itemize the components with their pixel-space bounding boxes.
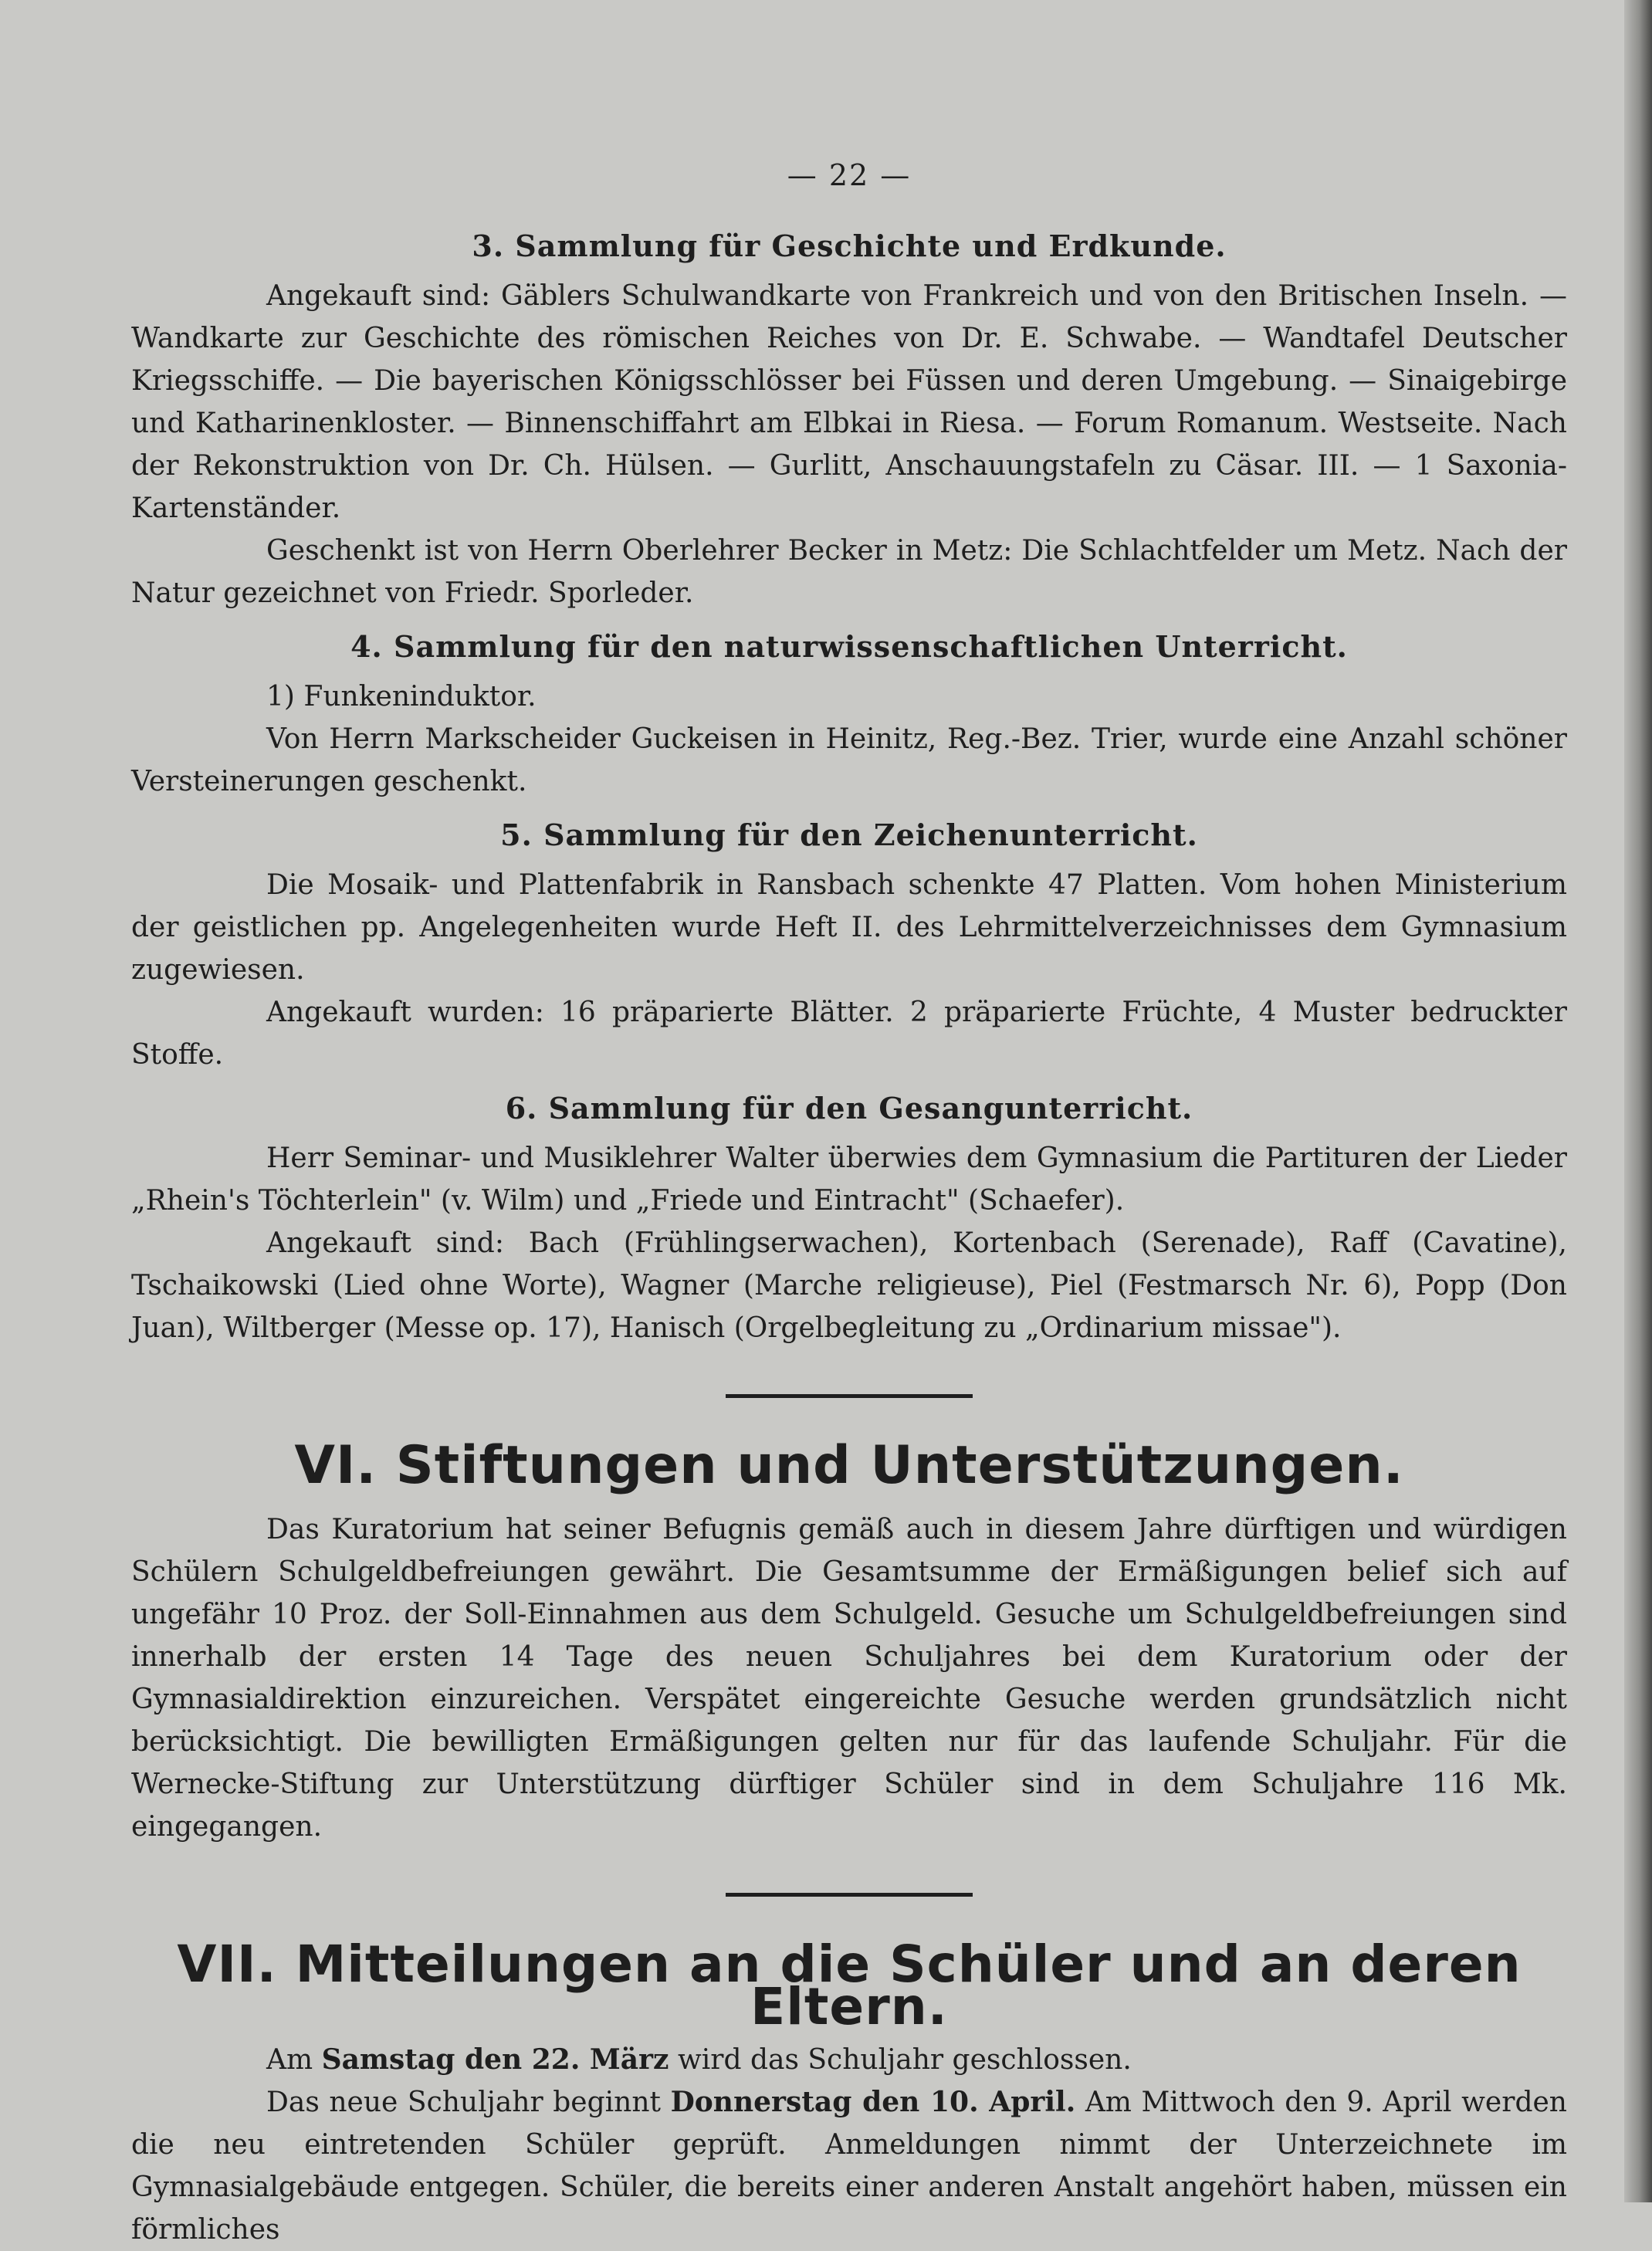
chapter-vii-paragraph-1 bbox=[131, 2039, 1567, 2081]
chapter-vii-p1-lead: Am bbox=[266, 2044, 313, 2076]
section-5-paragraph-1: Die Mosaik- und Plattenfabrik in Ransbach schenkte 47 Platten. Vom hohen Ministerium der geistlichen pp. Angelegenheiten wurde Heft II. des Lehrmittelverzeichnisses dem Gymnasium zugewiesen. bbox=[131, 869, 1567, 986]
chapter-vii-heading: VII. Mitteilungen an die Schüler und an deren Eltern. bbox=[177, 1935, 1522, 2036]
section-3-paragraph-2: Geschenkt ist von Herrn Oberlehrer Becker in Metz: Die Schlachtfelder um Metz. Nach der Natur gezeichnet von Friedr. Sporleder. bbox=[131, 535, 1567, 609]
section-3-heading: 3. Sammlung für Geschichte und Erdkunde. bbox=[472, 228, 1227, 263]
section-4-item-1: 1) Funkeninduktor. bbox=[266, 681, 537, 713]
chapter-vii-p2-lead: Das neue Schuljahr beginnt bbox=[266, 2087, 661, 2118]
chapter-vi-heading: VI. Stiftungen und Unterstützungen. bbox=[294, 1435, 1404, 1496]
page-number: — 22 — bbox=[787, 158, 912, 192]
chapter-vii-p2-rest: Am Mittwoch den 9. April werden die neu eintretenden Schüler geprüft. Anmeldungen nimmt der Unterzeichnete im Gymnasialgebäude entgegen. Schüler, die bereits einer anderen Anstalt angehört haben, müssen ein förmliches bbox=[131, 2087, 1567, 2246]
section-4-heading: 4. Sammlung für den naturwissenschaftlichen Unterricht. bbox=[350, 629, 1348, 664]
section-6-paragraph-1: Herr Seminar- und Musiklehrer Walter überwies dem Gymnasium die Partituren der Lieder „Rhein's Töchterlein" (v. Wilm) und „Friede und Eintracht" (Schaefer). bbox=[131, 1142, 1567, 1217]
section-6-heading: 6. Sammlung für den Gesangunterricht. bbox=[505, 1091, 1193, 1126]
divider-rule bbox=[726, 1893, 973, 1897]
chapter-vii-paragraph-2 bbox=[131, 2081, 1567, 2251]
chapter-vii-p1-rest: wird das Schuljahr geschlossen. bbox=[677, 2044, 1132, 2076]
section-5-heading: 5. Sammlung für den Zeichenunterricht. bbox=[500, 817, 1198, 852]
section-5-paragraph-2: Angekauft wurden: 16 präparierte Blätter. 2 präparierte Früchte, 4 Muster bedruckter Stoffe. bbox=[131, 997, 1567, 1071]
document-page bbox=[131, 154, 1567, 2251]
section-3-paragraph-1: Angekauft sind: Gäblers Schulwandkarte von Frankreich und von den Britischen Inseln. — Wandkarte zur Geschichte des römischen Reiches von Dr. E. Schwabe. — Wandtafel Deutscher Kriegsschiffe. — Die bayerischen Königsschlösser bei Füssen und deren Umgebung. — Sinaigebirge und Katharinenkloster. — Binnenschiffahrt am Elbkai in Riesa. — Forum Romanum. Westseite. Nach der Rekonstruktion von Dr. Ch. Hülsen. — Gurlitt, Anschauungstafeln zu Cäsar. III. — 1 Saxonia-Kartenständer. bbox=[131, 280, 1567, 524]
chapter-vi-paragraph: Das Kuratorium hat seiner Befugnis gemäß auch in diesem Jahre dürftigen und würdigen Schülern Schulgeldbefreiungen gewährt. Die Gesamtsumme der Ermäßigungen belief sich auf ungefähr 10 Proz. der Soll-Einnahmen aus dem Schulgeld. Gesuche um Schulgeldbefreiungen sind innerhalb der ersten 14 Tage des neuen Schuljahres bei dem Kuratorium oder der Gymnasialdirektion einzureichen. Verspätet eingereichte Gesuche werden grundsätzlich nicht berücksichtigt. Die bewilligten Ermäßigungen gelten nur für das laufende Schuljahr. Für die Wernecke-Stiftung zur Unterstützung dürftiger Schüler sind in dem Schuljahre 116 Mk. eingegangen. bbox=[131, 1514, 1567, 1843]
closing-date: Samstag den 22. März bbox=[321, 2043, 669, 2076]
scan-edge bbox=[1624, 0, 1652, 2202]
divider-rule bbox=[726, 1394, 973, 1398]
start-date: Donnerstag den 10. April. bbox=[670, 2086, 1076, 2118]
section-6-paragraph-2: Angekauft sind: Bach (Frühlingserwachen), Kortenbach (Serenade), Raff (Cavatine), Tschaikowski (Lied ohne Worte), Wagner (Marche religieuse), Piel (Festmarsch Nr. 6), Popp (Don Juan), Wiltberger (Messe op. 17), Hanisch (Orgelbegleitung zu „Ordinarium missae"). bbox=[131, 1227, 1567, 1344]
section-4-paragraph: Von Herrn Markscheider Guckeisen in Heinitz, Reg.-Bez. Trier, wurde eine Anzahl schöner Versteinerungen geschenkt. bbox=[131, 723, 1567, 797]
